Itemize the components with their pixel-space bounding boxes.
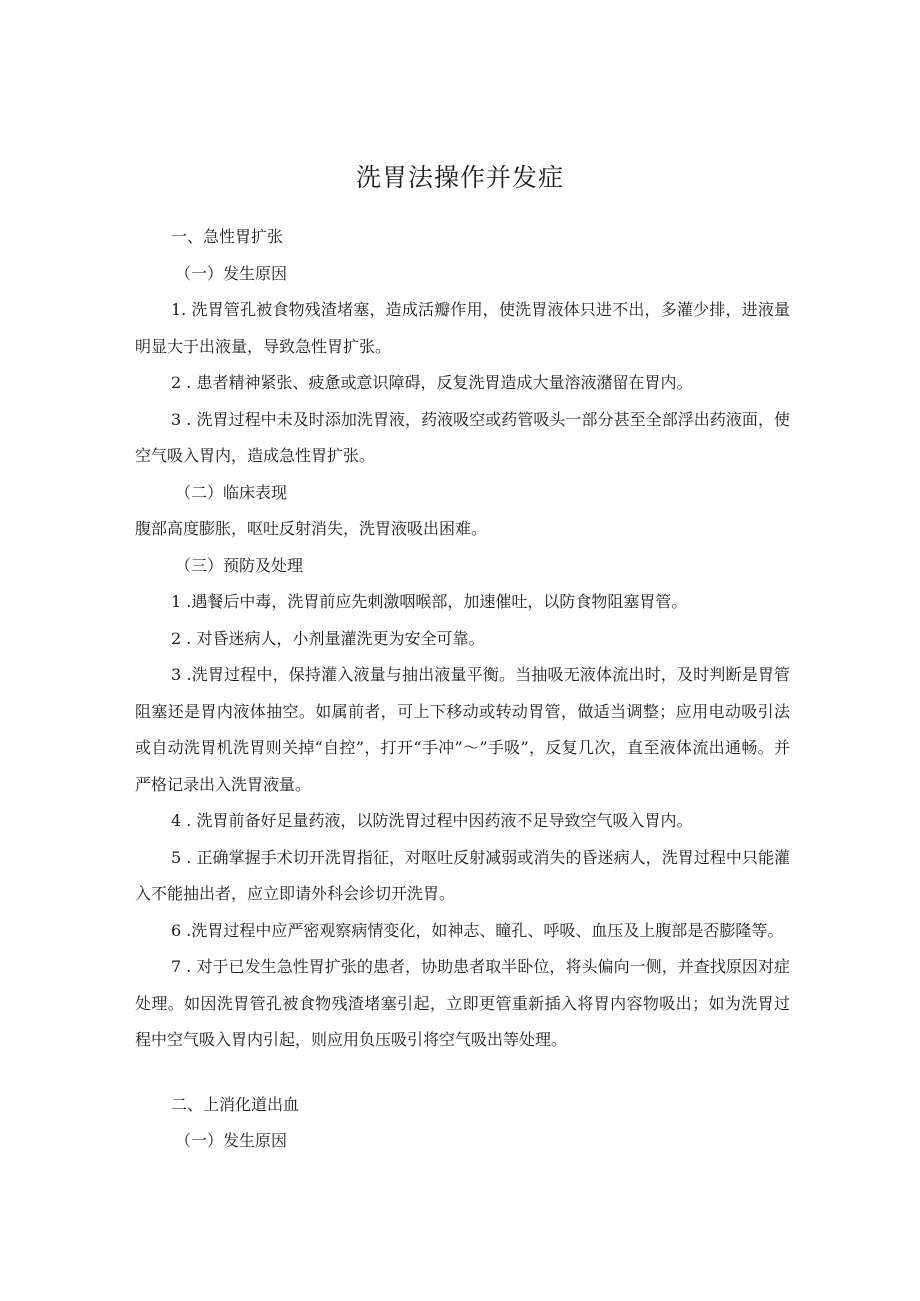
- list-item: 6 .洗胃过程中应严密观察病情变化，如神志、瞳孔、呼吸、血压及上腹部是否膨隆等。: [171, 920, 784, 940]
- section-heading: 一、急性胃扩张: [171, 227, 284, 246]
- list-item: 7 . 对于已发生急性胃扩张的患者，协助患者取半卧位，将头偏向一侧，并查找原因对症处理。如因洗胃管孔被食物残渣堵塞引起，立即更管重新插入将胃内容物吸出；如为洗胃过程中空气吸入胃内引起，则应用负压吸引将空气吸出等处理。: [135, 957, 790, 1049]
- list-item: 1. 洗胃管孔被食物残渣堵塞，造成活瓣作用，使洗胃液体只进不出，多灌少排，进液量明显大于出液量，导致急性胃扩张。: [135, 300, 790, 356]
- subsection-heading: （一）发生原因: [175, 1131, 288, 1150]
- list-item: 3 .洗胃过程中，保持灌入液量与抽出液量平衡。当抽吸无液体流出时，及时判断是胃管阻塞还是胃内液体抽空。如属前者，可上下移动或转动胃管，做适当调整；应用电动吸引法或自动洗胃机洗胃则关掉“自控”，打开“手冲”～”手吸”，反复几次，直至液体流出通畅。并严格记录出入洗胃液量。: [135, 665, 790, 794]
- section-heading: 二、上消化道出血: [171, 1094, 300, 1114]
- list-item: 4 . 洗胃前备好足量药液，以防洗胃过程中因药液不足导致空气吸入胃内。: [171, 811, 693, 830]
- subsection-heading: （一）发生原因: [175, 263, 288, 283]
- list-item: 2 . 患者精神紧张、疲惫或意识障碍，反复洗胃造成大量溶液潴留在胃内。: [171, 373, 693, 392]
- page-title: 洗胃法操作并发症: [355, 163, 564, 192]
- list-item: 5 . 正确掌握手术切开洗胃指征，对呕吐反射减弱或消失的昏迷病人，洗胃过程中只能灌入不能抽出者，应立即请外科会诊切开洗胃。: [135, 847, 790, 903]
- body-paragraph: 腹部高度膨胀，呕吐反射消失，洗胃液吸出困难。: [135, 519, 488, 538]
- document-body: [135, 219, 790, 1160]
- list-item: 1 .遇餐后中毒，洗胃前应先刺激咽喉部，加速催吐，以防食物阻塞胃管。: [171, 592, 688, 611]
- subsection-heading: （三）预防及处理: [175, 555, 304, 575]
- list-item: 2 . 对昏迷病人，小剂量灌洗更为安全可靠。: [171, 628, 485, 648]
- list-item: 3 . 洗胃过程中未及时添加洗胃液，药液吸空或药管吸头一部分甚至全部浮出药液面，使空气吸入胃内，造成急性胃扩张。: [135, 409, 790, 465]
- subsection-heading: （二）临床表现: [175, 482, 288, 502]
